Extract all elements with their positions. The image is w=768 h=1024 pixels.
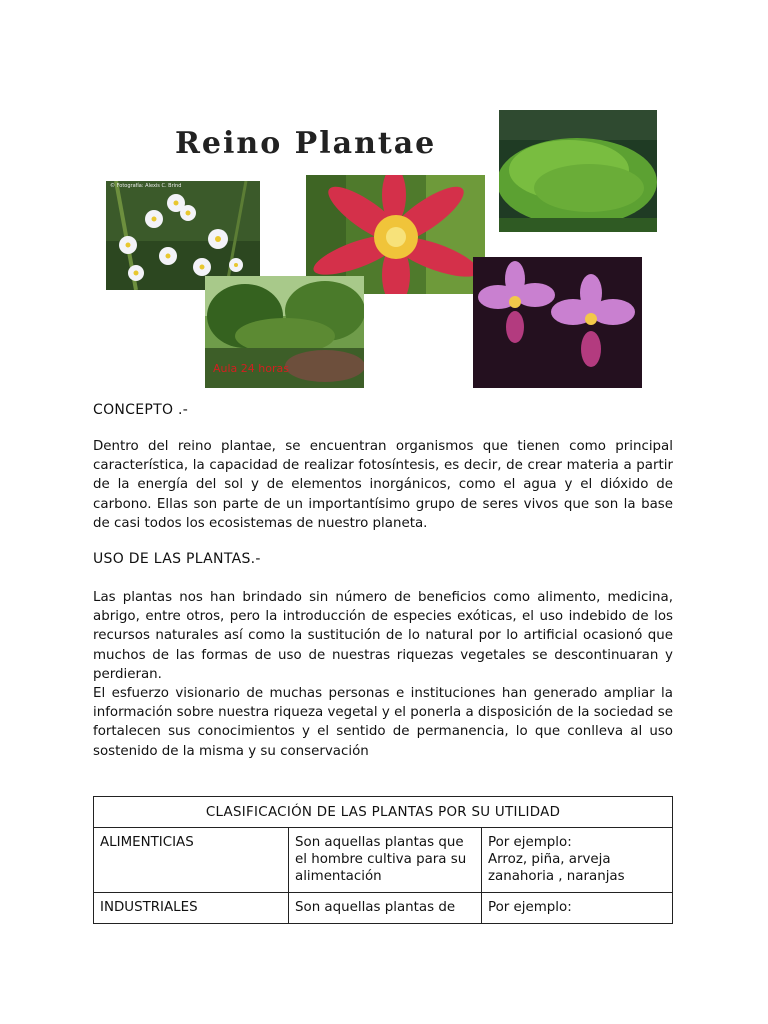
photo-watermark: Aula 24 horas	[213, 362, 289, 375]
plant-type-cell: ALIMENTICIAS	[94, 828, 289, 893]
example-cell	[482, 828, 673, 893]
moss-photo	[499, 110, 657, 232]
example-items: Arroz, piña, arveja zanahoria , naranjas	[488, 852, 625, 884]
description-cell: Son aquellas plantas de	[289, 893, 482, 924]
plant-type-cell: INDUSTRIALES	[94, 893, 289, 924]
uses-paragraph-2: El esfuerzo visionario de muchas personas e instituciones han generado ampliar la información sobre nuestra riqueza vegetal y el ponerla a disposición de la sociedad se fortalecen sus conocimientos y el sentido de permanencia, lo que conlleva al uso sostenido de la misma y su conservación	[93, 686, 673, 759]
concept-heading: CONCEPTO .-	[93, 402, 189, 418]
white-flowers-photo	[106, 181, 260, 290]
page-title: Reino Plantae	[175, 126, 437, 161]
orchid-photo	[473, 257, 642, 388]
example-label: Por ejemplo:	[488, 900, 572, 915]
garden-photo	[205, 276, 364, 388]
uses-paragraph-1: Las plantas nos han brindado sin número de beneficios como alimento, medicina, abrigo, entre otros, pero la introducción de especies exóticas, el uso indebido de los recursos naturales así como la sustitución de lo natural por lo artificial ocasionó que muchos de las formas de uso de nuestras riquezas vegetales se descontinuaran y perdieran.	[93, 590, 673, 682]
description-cell: Son aquellas plantas que el hombre cultiva para su alimentación	[289, 828, 482, 893]
table-header-row	[94, 797, 673, 828]
example-cell	[482, 893, 673, 924]
example-label: Por ejemplo:	[488, 835, 572, 850]
uses-heading: USO DE LAS PLANTAS.-	[93, 551, 261, 567]
classification-table	[93, 796, 673, 924]
table-row	[94, 893, 673, 924]
concept-paragraph: Dentro del reino plantae, se encuentran organismos que tienen como principal característica, la capacidad de realizar fotosíntesis, es decir, de crear materia a partir de la energía del sol y de elementos inorgánicos, como el agua y el dióxido de carbono. Ellas son parte de un importantísimo grupo de seres vivos que son la base de casi todos los ecosistemas de nuestro planeta.	[93, 439, 673, 531]
table-row	[94, 828, 673, 893]
table-header: CLASIFICACIÓN DE LAS PLANTAS POR SU UTILIDAD	[94, 797, 673, 828]
photo-credit: © Fotografía: Alexis C. Brind	[110, 183, 182, 189]
